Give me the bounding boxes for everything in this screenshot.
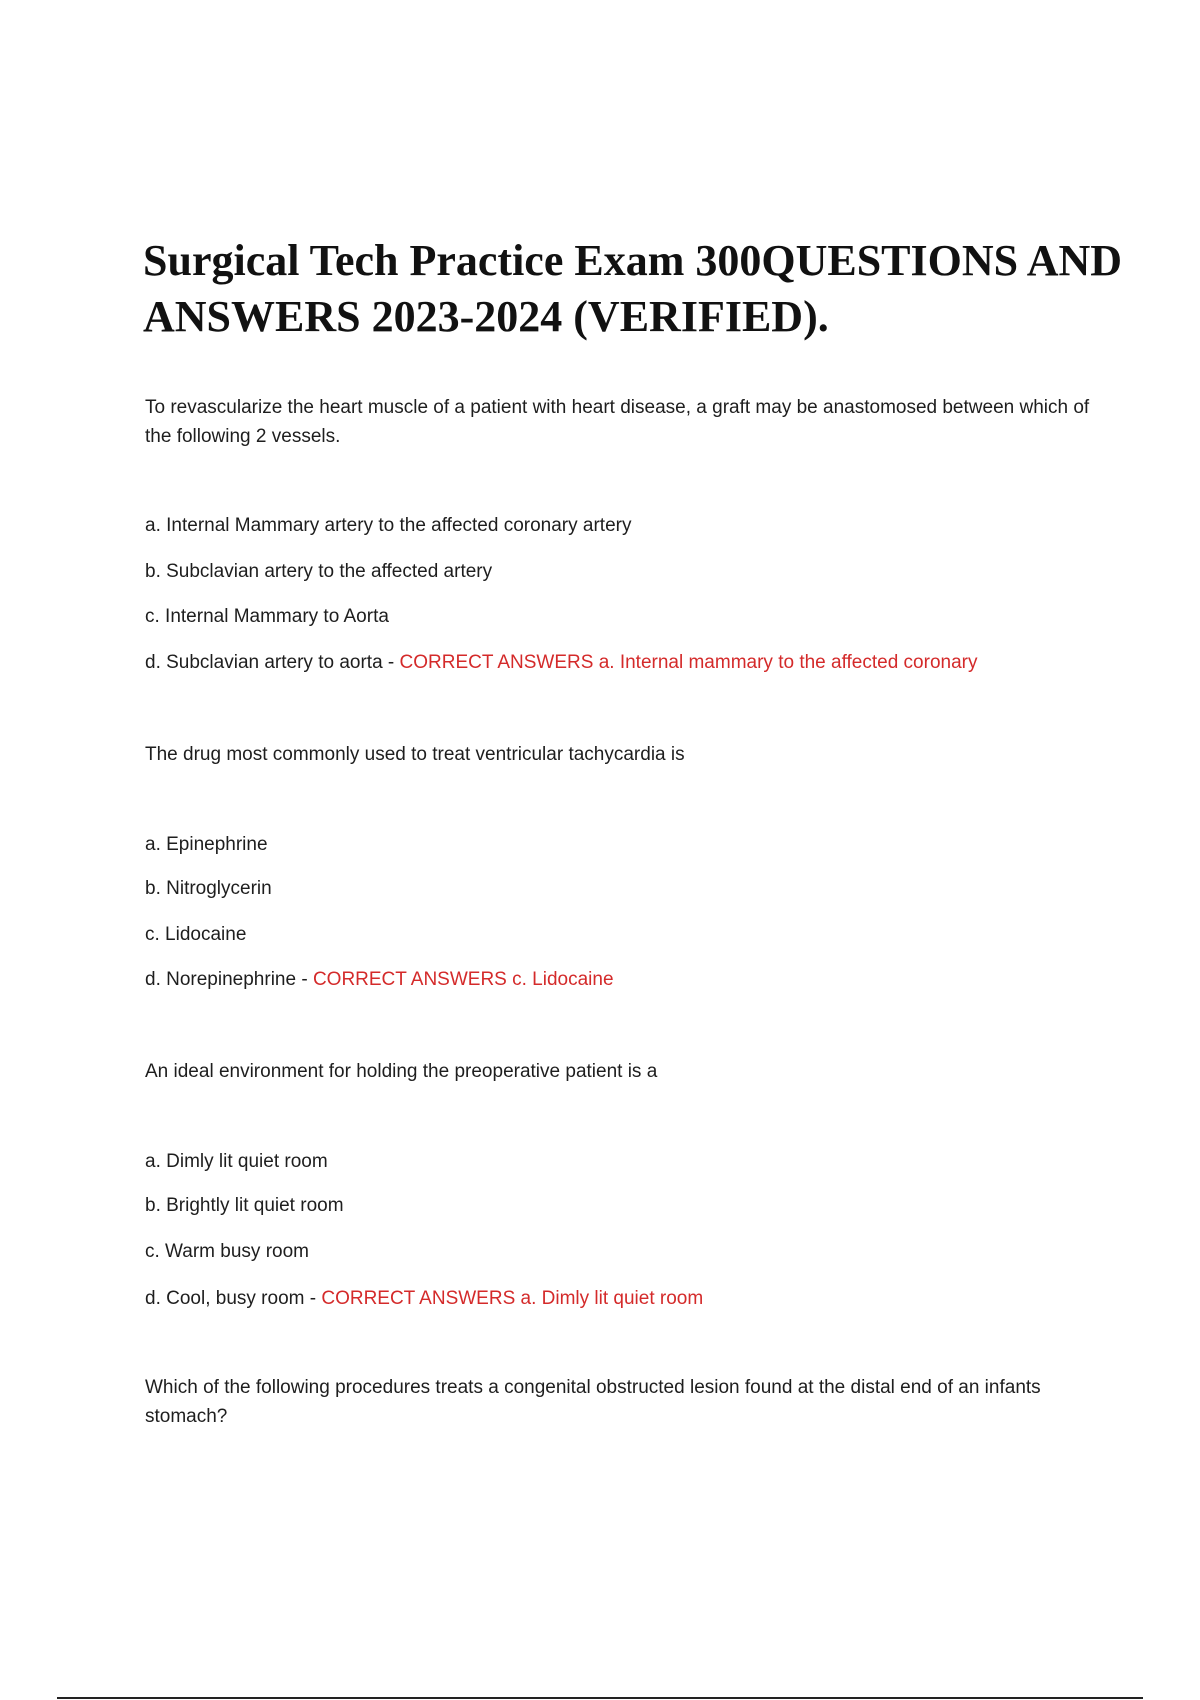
document-title: Surgical Tech Practice Exam 300QUESTIONS AND ANSWERS 2023-2024 (VERIFIED).	[143, 236, 1123, 341]
question-1-option-c: c. Internal Mammary to Aorta	[145, 606, 389, 627]
question-2-option-b: b. Nitroglycerin	[145, 878, 272, 899]
question-2-option-a: a. Epinephrine	[145, 834, 268, 855]
question-3-text: An ideal environment for holding the preoperative patient is a	[145, 1061, 658, 1082]
question-1-option-a: a. Internal Mammary artery to the affected coronary artery	[145, 515, 632, 536]
question-1-correct-answer: CORRECT ANSWERS a. Internal mammary to the affected coronary	[399, 652, 978, 673]
question-3-option-c: c. Warm busy room	[145, 1241, 309, 1262]
question-1-option-d-label: d. Subclavian artery to aorta -	[145, 652, 400, 673]
question-3-option-b: b. Brightly lit quiet room	[145, 1195, 344, 1216]
question-3-option-d-label: d. Cool, busy room -	[145, 1288, 322, 1309]
page-bottom-rule	[57, 1697, 1143, 1699]
question-2-correct-answer: CORRECT ANSWERS c. Lidocaine	[312, 969, 614, 990]
question-1-text: To revascularize the heart muscle of a patient with heart disease, a graft may be anastomosed between which of the following 2 vessels.	[145, 397, 1090, 447]
question-2-option-d-label: d. Norepinephrine -	[145, 969, 313, 990]
question-4-text: Which of the following procedures treats a congenital obstructed lesion found at the distal end of an infants stomach?	[145, 1377, 1041, 1427]
question-3-option-a: a. Dimly lit quiet room	[145, 1151, 328, 1172]
question-3-correct-answer: CORRECT ANSWERS a. Dimly lit quiet room	[321, 1288, 704, 1309]
question-2-option-c: c. Lidocaine	[145, 924, 247, 945]
question-2-text: The drug most commonly used to treat ventricular tachycardia is	[145, 744, 685, 765]
question-1-option-d	[145, 650, 1145, 676]
question-1-option-b: b. Subclavian artery to the affected artery	[145, 561, 493, 582]
question-2-option-d	[145, 967, 1145, 993]
question-3-option-d	[145, 1286, 1145, 1312]
